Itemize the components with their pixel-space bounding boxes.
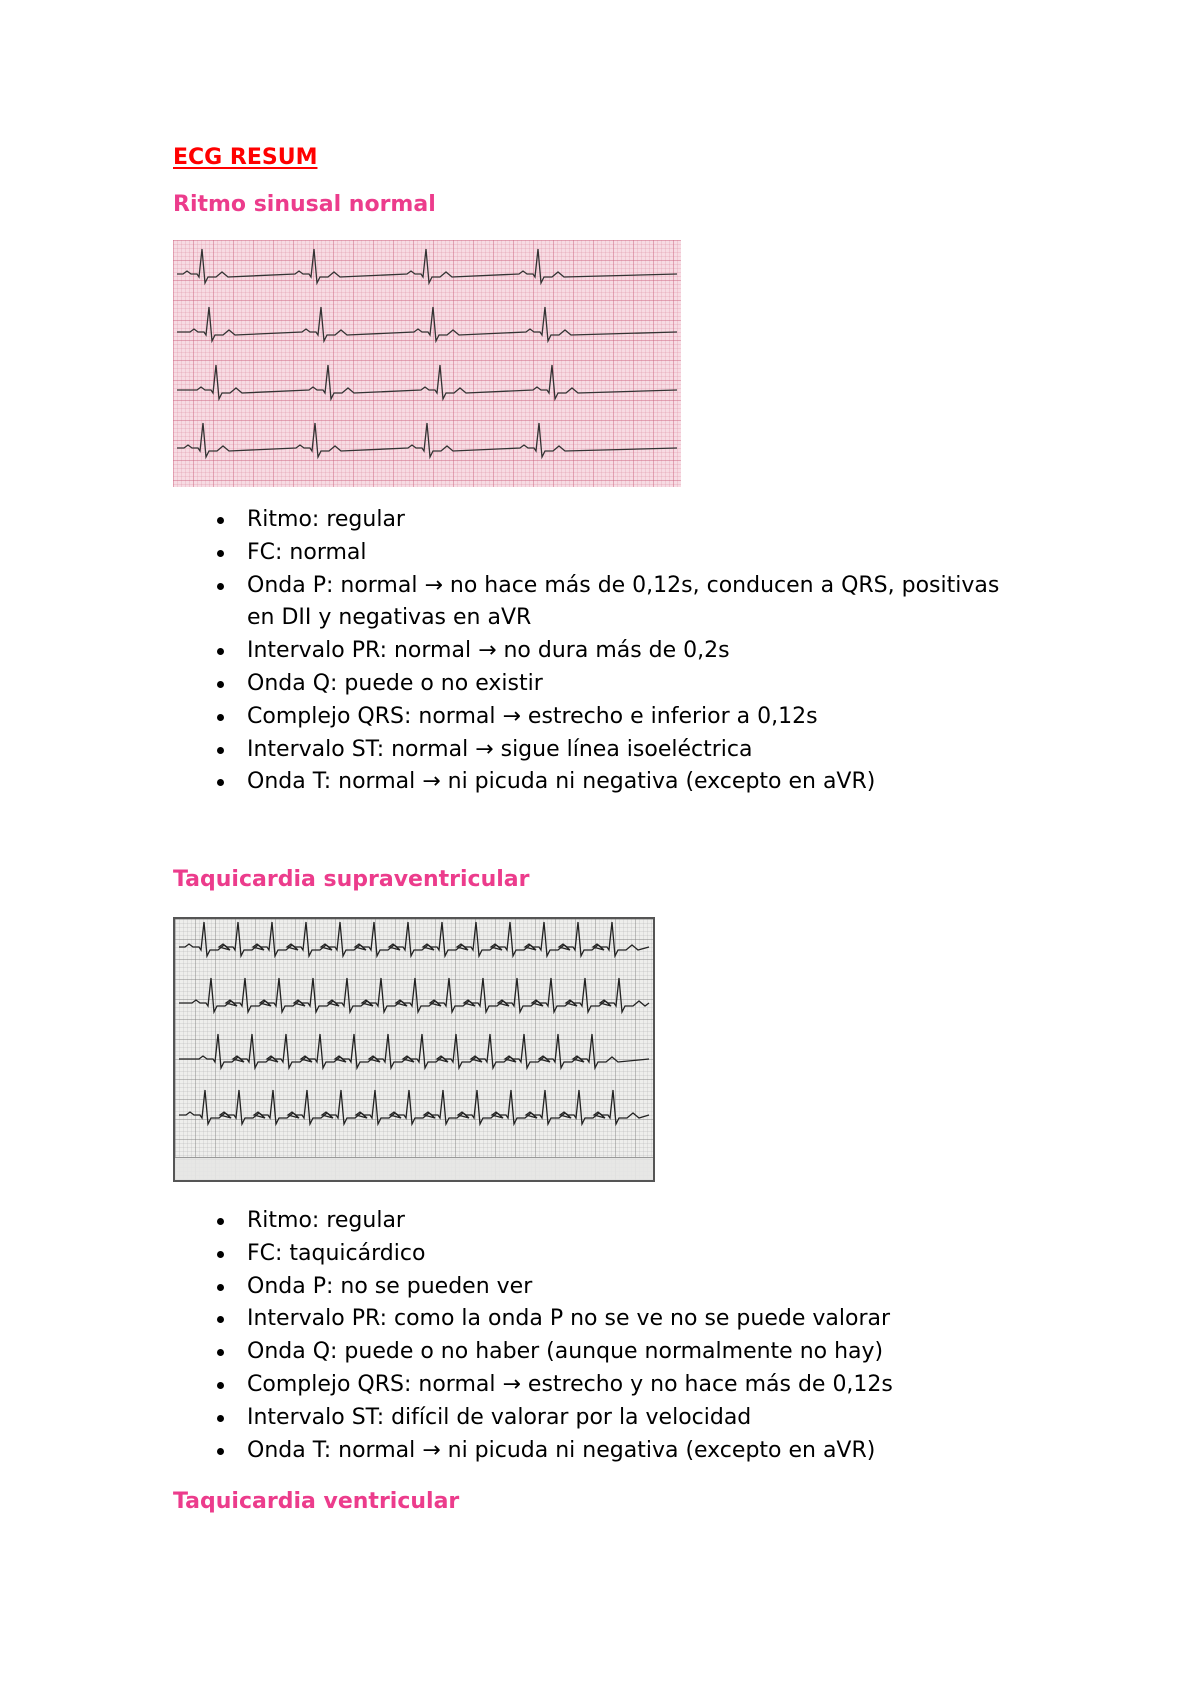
ecg-trace-line bbox=[177, 365, 677, 399]
ecg-printout-footer bbox=[175, 1157, 653, 1180]
ecg-traces-sinus bbox=[173, 240, 681, 487]
list-item: Ritmo: regular bbox=[173, 504, 1013, 537]
list-item: Intervalo PR: normal → no dura más de 0,2s bbox=[173, 635, 1013, 668]
page-title: ECG RESUM bbox=[173, 145, 318, 170]
ecg-image-sinus-rhythm bbox=[173, 240, 681, 487]
list-item: Intervalo ST: normal → sigue línea isoeléctrica bbox=[173, 734, 1013, 767]
list-item: Onda T: normal → ni picuda ni negativa (excepto en aVR) bbox=[173, 766, 1013, 799]
svt-criteria-list bbox=[173, 1205, 1013, 1467]
list-item: Onda Q: puede o no existir bbox=[173, 668, 1013, 701]
list-item: Intervalo ST: difícil de valorar por la velocidad bbox=[173, 1402, 1013, 1435]
list-item: FC: taquicárdico bbox=[173, 1238, 1013, 1271]
ecg-trace-line bbox=[177, 307, 677, 341]
list-item: Onda P: normal → no hace más de 0,12s, conducen a QRS, positivas en DII y negativas en aVR bbox=[173, 570, 1013, 636]
ecg-trace-line bbox=[177, 423, 677, 457]
section-heading-ritmo-sinusal: Ritmo sinusal normal bbox=[173, 192, 436, 217]
ecg-image-svt bbox=[173, 917, 655, 1182]
ecg-trace-line bbox=[179, 978, 649, 1012]
list-item: Onda T: normal → ni picuda ni negativa (excepto en aVR) bbox=[173, 1435, 1013, 1468]
list-item: Onda P: no se pueden ver bbox=[173, 1271, 1013, 1304]
section-heading-taquicardia-ventricular: Taquicardia ventricular bbox=[173, 1489, 460, 1514]
list-item: Complejo QRS: normal → estrecho y no hace más de 0,12s bbox=[173, 1369, 1013, 1402]
list-item: FC: normal bbox=[173, 537, 1013, 570]
list-item: Complejo QRS: normal → estrecho e inferior a 0,12s bbox=[173, 701, 1013, 734]
ecg-trace-line bbox=[179, 1090, 649, 1124]
list-item: Onda Q: puede o no haber (aunque normalmente no hay) bbox=[173, 1336, 1013, 1369]
list-item: Intervalo PR: como la onda P no se ve no se puede valorar bbox=[173, 1303, 1013, 1336]
ecg-traces-svt bbox=[175, 919, 653, 1180]
ecg-trace-line bbox=[177, 249, 677, 283]
ecg-trace-line bbox=[179, 922, 649, 956]
list-item: Ritmo: regular bbox=[173, 1205, 1013, 1238]
section-heading-taquicardia-supraventricular: Taquicardia supraventricular bbox=[173, 867, 530, 892]
sinus-rhythm-criteria-list bbox=[173, 504, 1013, 799]
ecg-trace-line bbox=[179, 1034, 649, 1068]
